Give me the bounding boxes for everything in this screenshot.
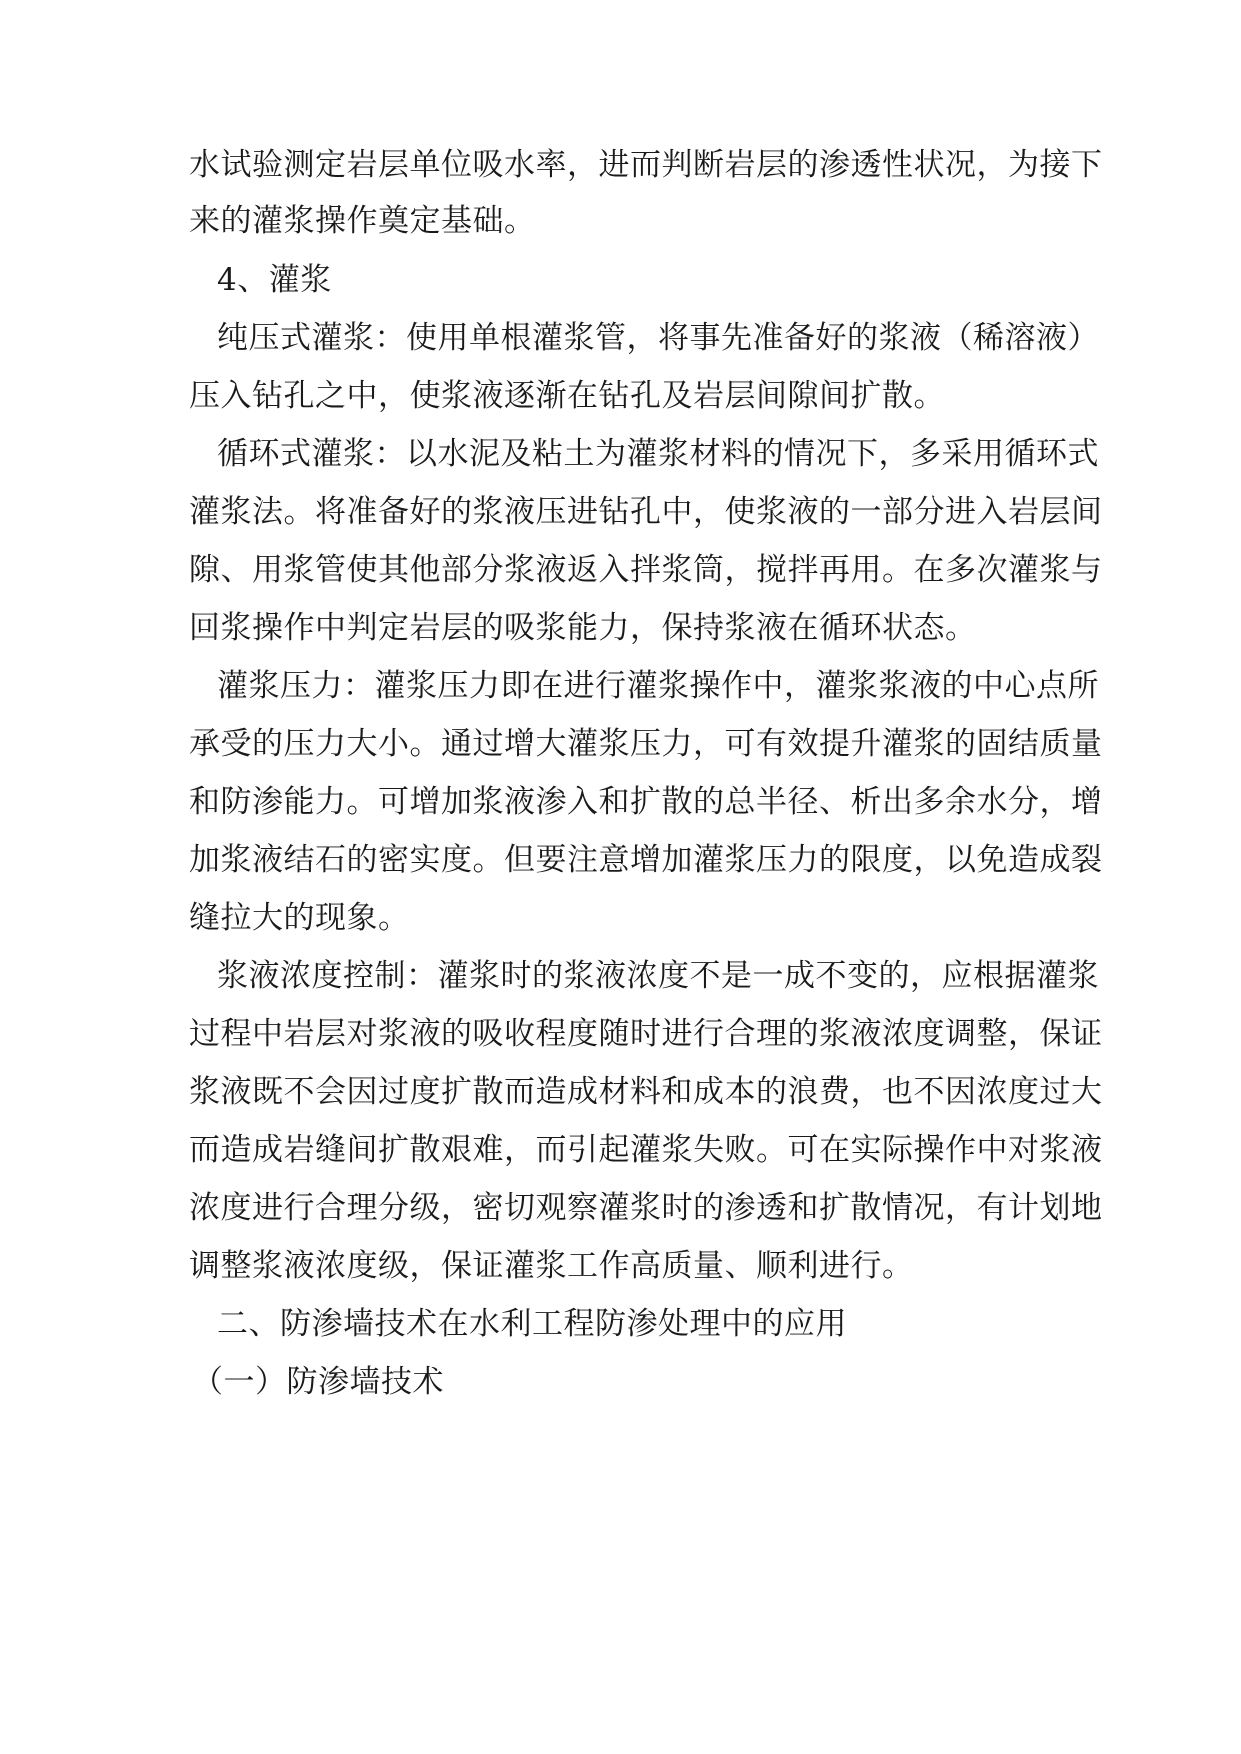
paragraph-line: 浆液既不会因过度扩散而造成材料和成本的浪费，也不因浓度过大 [189, 1074, 1103, 1110]
paragraph-line: 和防渗能力。可增加浆液渗入和扩散的总半径、析出多余水分，增 [189, 784, 1103, 820]
paragraph-line: 水试验测定岩层单位吸水率，进而判断岩层的渗透性状况，为接下 [189, 147, 1103, 183]
paragraph-line: 调整浆液浓度级，保证灌浆工作高质量、顺利进行。 [189, 1248, 914, 1284]
paragraph-line: 压入钻孔之中，使浆液逐渐在钻孔及岩层间隙间扩散。 [189, 378, 945, 414]
paragraph-line: 回浆操作中判定岩层的吸浆能力，保持浆液在循环状态。 [189, 610, 977, 646]
paragraph-line: 过程中岩层对浆液的吸收程度随时进行合理的浆液浓度调整，保证 [189, 1016, 1103, 1052]
subsection-heading: （一）防渗墙技术 [192, 1364, 444, 1400]
paragraph-line: 浓度进行合理分级，密切观察灌浆时的渗透和扩散情况，有计划地 [189, 1190, 1103, 1226]
paragraph-line: 纯压式灌浆：使用单根灌浆管，将事先准备好的浆液（稀溶液） [217, 320, 1099, 356]
section-heading: 二、防渗墙技术在水利工程防渗处理中的应用 [217, 1306, 847, 1342]
paragraph-line: 承受的压力大小。通过增大灌浆压力，可有效提升灌浆的固结质量 [189, 726, 1103, 762]
paragraph-line: 而造成岩缝间扩散艰难，而引起灌浆失败。可在实际操作中对浆液 [189, 1132, 1103, 1168]
paragraph-line: 缝拉大的现象。 [189, 900, 410, 936]
paragraph-line: 灌浆法。将准备好的浆液压进钻孔中，使浆液的一部分进入岩层间 [189, 494, 1103, 530]
paragraph-line: 浆液浓度控制：灌浆时的浆液浓度不是一成不变的，应根据灌浆 [217, 958, 1099, 994]
paragraph-line: 循环式灌浆：以水泥及粘土为灌浆材料的情况下，多采用循环式 [217, 436, 1099, 472]
paragraph-line: 隙、用浆管使其他部分浆液返入拌浆筒，搅拌再用。在多次灌浆与 [189, 552, 1103, 588]
paragraph-line: 来的灌浆操作奠定基础。 [189, 203, 536, 239]
paragraph-line: 灌浆压力：灌浆压力即在进行灌浆操作中，灌浆浆液的中心点所 [217, 668, 1099, 704]
section-heading: 4、灌浆 [217, 262, 332, 298]
paragraph-line: 加浆液结石的密实度。但要注意增加灌浆压力的限度，以免造成裂 [189, 842, 1103, 878]
